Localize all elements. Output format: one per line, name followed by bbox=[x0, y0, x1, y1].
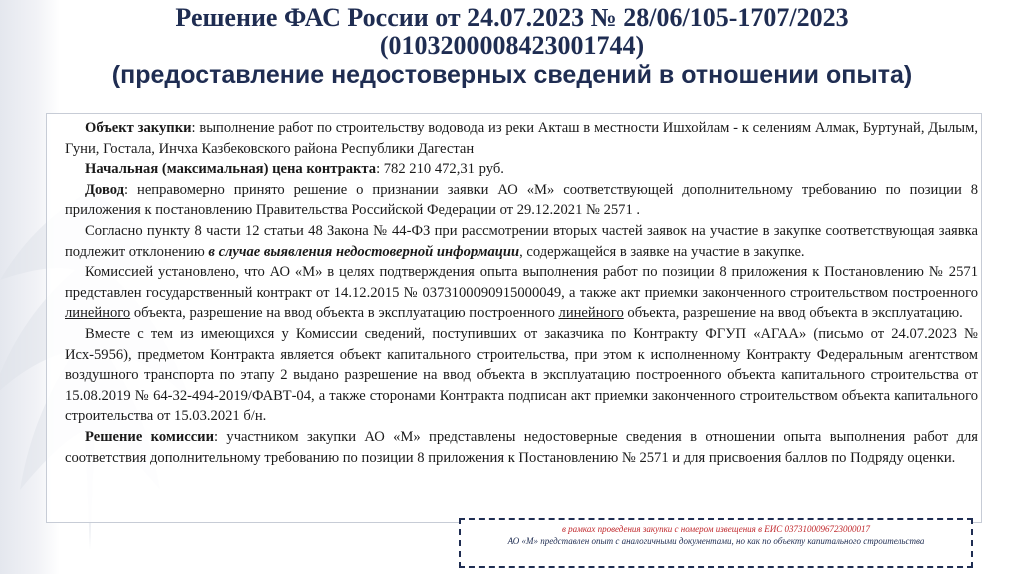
note-line-1: в рамках проведения закупки с номером извещения в ЕИС 0373100096723000017 bbox=[561, 524, 871, 534]
text-found-mid: объекта, разрешение на ввод объекта в эксплуатацию построенного bbox=[130, 305, 559, 322]
text-decision: : участником закупки АО «М» представлены недостоверные сведения в отношении опыта выполнения работ для соответствия дополнительному требованию по позиции 8 приложения к Постановлению № 2571 и для присвоения баллов по Подряду оценки. bbox=[65, 428, 978, 466]
text-found-pre: Комиссией установлено, что АО «М» в целях подтверждения опыта выполнения работ по позиции 8 приложения к Постановлению № 2571 представлен государственный контракт от 14.12.2015 № 0373100090915000049, а также акт приемки законченного строительством построенного bbox=[65, 264, 978, 301]
paragraph-decision bbox=[65, 427, 978, 468]
paragraph-object bbox=[65, 118, 978, 159]
text-object: : выполнение работ по строительству водовода из реки Акташ в местности Ишхойлам - к селениям Алмак, Буртунай, Дылым, Гуни, Гостала, Инчха Казбековского района Республики Дагестан bbox=[65, 120, 978, 157]
paragraph-commission-found bbox=[65, 262, 978, 324]
text-argument: : неправомерно принято решение о признании заявки АО «М» соответствующей дополнительному требованию по позиции 8 приложения к постановлению Правительства Российской Федерации от 29.12.2021 № 2571 . bbox=[65, 181, 978, 219]
text-law-post: , содержащейся в заявке на участие в закупке. bbox=[519, 243, 805, 260]
paragraph-law bbox=[65, 221, 978, 262]
label-price: Начальная (максимальная) цена контракта bbox=[85, 161, 377, 178]
paragraph-price bbox=[65, 159, 978, 180]
title-line-1: Решение ФАС России от 24.07.2023 № 28/06/105-1707/2023 bbox=[175, 3, 849, 32]
title-line-2: (0103200008423001744) bbox=[379, 31, 645, 60]
content-box bbox=[46, 113, 982, 523]
note-box bbox=[459, 518, 973, 568]
title-line-3: (предоставление недостоверных сведений в отношении опыта) bbox=[111, 61, 913, 89]
text-found-underline-2: линейного bbox=[558, 305, 624, 322]
label-argument: Довод bbox=[85, 181, 125, 198]
label-object: Объект закупки bbox=[85, 120, 192, 136]
text-law-emphasis: в случае выявления недостоверной информации bbox=[208, 243, 520, 260]
paragraph-however bbox=[65, 324, 978, 427]
text-law-pre: Согласно пункту 8 части 12 статьи 48 Закона № 44-ФЗ при рассмотрении вторых частей заявок на участие в закупке соответствующая заявка подлежит отклонению bbox=[65, 222, 978, 260]
text-found-underline-1: линейного bbox=[65, 305, 131, 322]
text-price: : 782 210 472,31 руб. bbox=[376, 161, 504, 178]
text-however: Вместе с тем из имеющихся у Комиссии сведений, поступивших от заказчика по Контракту ФГУП «АГАА» (письмо от 24.07.2023 № Исх-5956), предметом Контракта является объект капитального строительства, при этом к исполненному Контракту Федеральным агентством воздушного транспорта по этапу 2 выдано разрешение на ввод объекта в эксплуатацию построенного объекта капитального строительства от 15.08.2019 № 64-32-494-2019/ФАВТ-04, а также сторонами Контракта подписан акт приемки законченного строительством объекта капитального строительства от 15.03.2021 б/н. bbox=[65, 325, 978, 425]
label-decision: Решение комиссии bbox=[85, 428, 214, 445]
note-line-2: АО «М» представлен опыт с аналогичными документами, но как по объекту капитального строительства bbox=[507, 536, 925, 546]
paragraph-argument bbox=[65, 180, 978, 221]
slide-title bbox=[0, 4, 1024, 90]
text-found-post: объекта, разрешение на ввод объекта в эксплуатацию. bbox=[623, 305, 963, 322]
